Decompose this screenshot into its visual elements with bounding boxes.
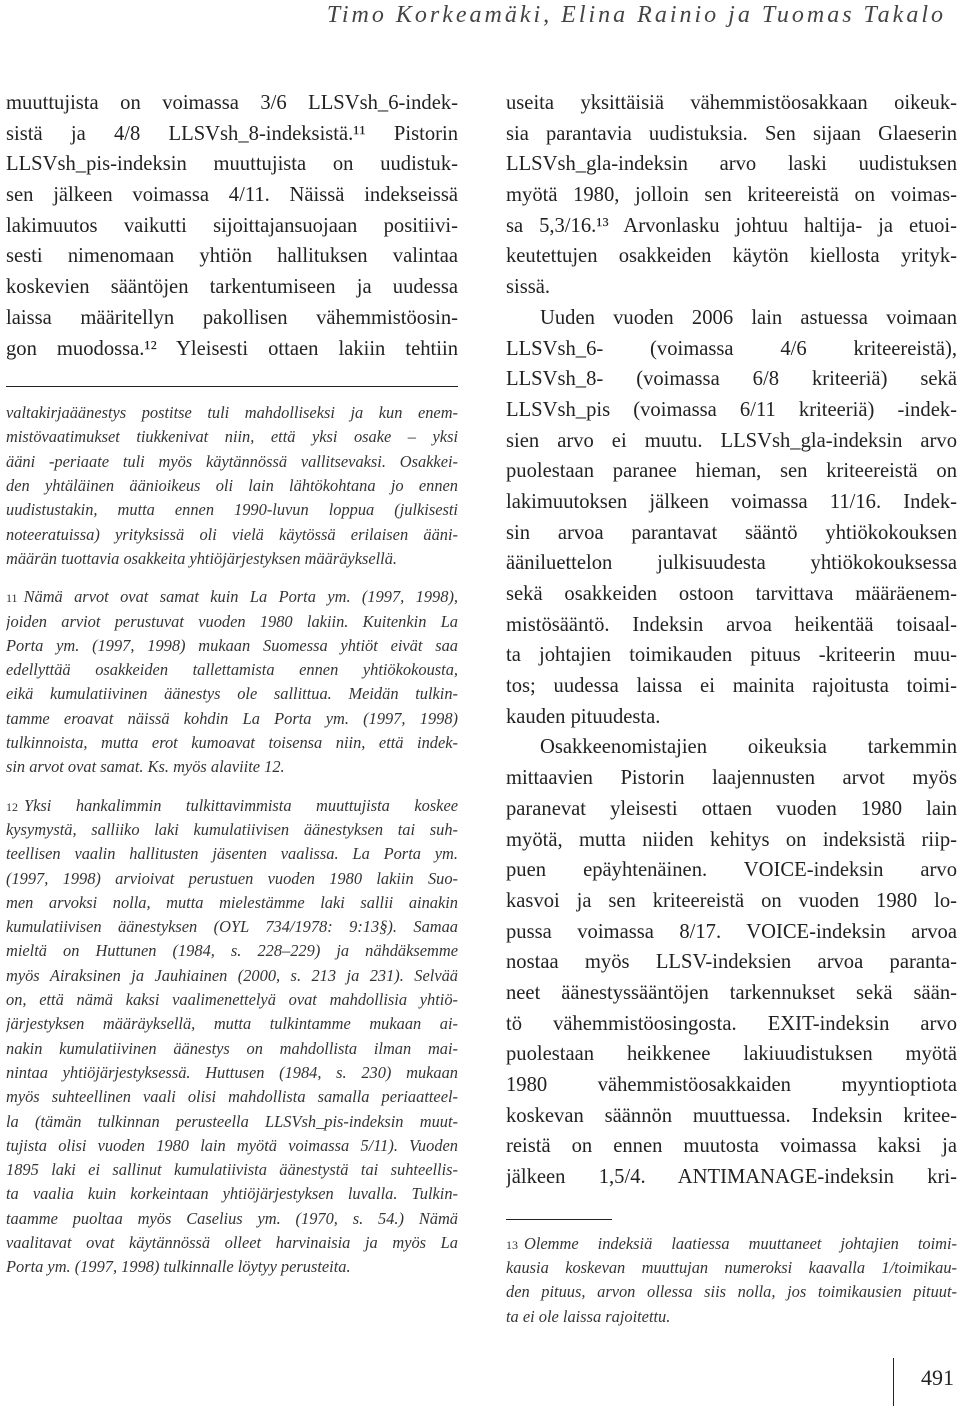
body-line: sia parantavia uudistuksia. Sen sijaan Glaeserin	[506, 122, 957, 145]
footnote-line: den yhtäläinen äänioikeus oli lain lähtökohtana jo ennen	[6, 476, 458, 496]
body-line: useita yksittäisiä vähemmistöosakkaan oikeuk-	[506, 92, 957, 114]
footnote-line: nintaa yhtiöjärjestyksessä. Huttusen (1984, s. 230) mukaan	[6, 1062, 458, 1082]
footnote-separator	[6, 386, 458, 387]
body-line: koskevan säännön muuttuessa. Indeksin kritee-	[506, 1104, 957, 1127]
footnote-line: Olemme indeksiä laatiessa muuttaneet johtajien toimi-	[524, 1233, 957, 1253]
footnote-line: (1997, 1998) arvioivat perustuen vuoden 1980 lakiin Suo-	[6, 868, 458, 888]
footnote-line: sin arvot ovat samat. Ks. myös alaviite 12.	[6, 757, 285, 777]
right-column	[506, 88, 957, 1343]
footnote-line: tujista olisi vuoden 1980 lain myötä voimassa 5/11). Vuoden	[6, 1135, 458, 1155]
footnote-13	[506, 1232, 957, 1329]
body-line: nostaa myös LLSV-indeksien arvoa paranta-	[506, 951, 957, 974]
footnote-line: noteeratuissa) yrityksissä oli vielä käytössä erilaisen ääni-	[6, 524, 458, 544]
body-line: myötä, mutta niiden kehitys on indeksistä riip-	[506, 828, 957, 851]
footnote-number: 13	[506, 1237, 518, 1252]
body-line: laissa määritellyn pakollisen vähemmistöosin-	[6, 306, 458, 329]
footnote-line: Porta ym. (1997, 1998) mukaan Suomessa yhtiöt eivät saa	[6, 635, 458, 655]
body-text	[6, 88, 458, 364]
body-line: Uuden vuoden 2006 lain astuessa voimaan	[540, 306, 957, 329]
footnote-number: 12	[6, 799, 18, 814]
body-line: LLSVsh_gla-indeksin arvo laski uudistuksen	[506, 153, 957, 176]
footnote-line: kumulatiivisen äänestyksen (OYL 734/1978: 9:13§). Samaa	[6, 917, 458, 937]
footnote-continuation	[6, 401, 458, 571]
footnote-number: 11	[6, 591, 18, 606]
body-line: 1980 vähemmistöosakkaiden myyntioptiota	[506, 1074, 957, 1096]
footnote-11	[6, 585, 458, 779]
body-line: mittaavien Pistorin laajennusten arvot myös	[506, 767, 957, 790]
footnote-line: myös Airaksinen ja Jauhiainen (2000, s. 213 ja 231). Selvää	[6, 965, 458, 985]
footnote-separator	[506, 1219, 612, 1220]
body-line: LLSVsh_8- (voimassa 6/8 kriteeriä) sekä	[506, 368, 957, 391]
footnote-line: la (tämän tulkinnan perusteella LLSVsh_pis-indeksin muut-	[6, 1111, 458, 1131]
page-number: 491	[921, 1365, 954, 1390]
body-line: lakimuutoksen jälkeen voimassa 11/16. Indek-	[506, 490, 957, 513]
footnote-line: ääni -periaate tuli myös käytännössä vallitsevaksi. Osakkei-	[6, 451, 458, 471]
footnote-line: men arvoksi nolla, mutta mielestämme laki sallii ainakin	[6, 892, 458, 912]
footnote-line: joiden arviot perustuvat vuoden 1980 lakiin. Kuitenkin La	[6, 611, 458, 631]
body-line: muuttujista on voimassa 3/6 LLSVsh_6-indek-	[6, 92, 458, 114]
body-line: puolestaan paranee hieman, sen kriteereistä on	[506, 460, 957, 483]
body-line: neet äänestyssääntöjen tarkennukset sekä sään-	[506, 981, 957, 1004]
left-column	[6, 88, 458, 1294]
body-line: sa 5,3/16.¹³ Arvonlasku johtuu haltija- ja etuoi-	[506, 214, 957, 237]
footnote-line: mieltä on Huttunen (1984, s. 228–229) ja nähdäksemme	[6, 941, 458, 961]
footnote-line: teellisen vaalin hallitusten jäsenten vaalissa. La Porta ym.	[6, 844, 458, 864]
body-line: pussa voimassa 8/17. VOICE-indeksin arvoa	[506, 920, 957, 943]
body-line: myötä 1980, jolloin sen kriteereistä on voimas-	[506, 184, 957, 207]
footnote-line: Yksi hankalimmin tulkittavimmista muuttujista koskee	[24, 795, 458, 815]
footnote-line: den pituus, arvon ollessa siis nolla, jos toimikausien pituut-	[506, 1282, 957, 1302]
footnote-line: valtakirjaäänestys postitse tuli mahdolliseksi ja kun enem-	[6, 403, 458, 423]
body-line: puen epäyhtenäinen. VOICE-indeksin arvo	[506, 859, 957, 882]
running-head: Timo Korkeamäki, Elina Rainio ja Tuomas Takalo	[326, 2, 946, 28]
footnote-line: Porta ym. (1997, 1998) tulkinnalle löytyy perusteita.	[6, 1257, 351, 1277]
footnote-line: uudistustakin, mutta ennen 1990-luvun loppua (julkisesti	[6, 500, 458, 520]
body-line: kauden pituudesta.	[506, 705, 661, 728]
footnote-line: eikä kumulatiivinen äänestys ole sallittua. Meidän tulkin-	[6, 684, 458, 704]
footnote-line: tamme eroavat näissä kohdin La Porta ym. (1997, 1998)	[6, 708, 458, 728]
body-line: sen jälkeen voimassa 4/11. Näissä indekseissä	[6, 184, 458, 207]
footnote-line: myös suhteellinen vaali olisi mahdollista samalla periaatteel-	[6, 1087, 458, 1107]
body-line: tö vähemmistöosingosta. EXIT-indeksin arvo	[506, 1012, 957, 1035]
body-line: LLSVsh_6- (voimassa 4/6 kriteereistä),	[506, 337, 957, 360]
body-line: sien arvo ei muutu. LLSVsh_gla-indeksin arvo	[506, 429, 957, 452]
page-number-rule	[893, 1358, 894, 1406]
body-line: sin arvoa parantavat sääntö yhtiökokouksen	[506, 521, 957, 544]
body-line: kasvoi ja sen kriteereistä on vuoden 1980 lo-	[506, 889, 957, 912]
footnote-line: mistövaatimukset tiukkenivat niin, että yksi osake – yksi	[6, 427, 458, 447]
footnote-line: vaalitavat ovat käytännössä olleet harvinaisia ja myös La	[6, 1232, 458, 1252]
body-text	[506, 88, 957, 1193]
body-line: Osakkeenomistajien oikeuksia tarkemmin	[540, 736, 957, 759]
footnote-line: edellyttää osakkeiden tallettamista ennen yhtiökokousta,	[6, 660, 458, 680]
footnote-12	[6, 794, 458, 1280]
body-line: reistä on ennen muutosta voimassa kaksi ja	[506, 1135, 957, 1158]
footnote-line: kysymystä, salliiko laki kumulatiivisen äänestyksen tai suh-	[6, 819, 458, 839]
body-line: mistösääntö. Indeksin arvoa heikentää toisaal-	[506, 613, 957, 636]
footnote-line: Nämä arvot ovat samat kuin La Porta ym. (1997, 1998),	[23, 587, 458, 607]
body-line: sistä ja 4/8 LLSVsh_8-indeksistä.¹¹ Pistorin	[6, 122, 458, 145]
body-line: ta johtajien toimikauden pituus -kriteerin muu-	[506, 644, 957, 667]
body-line: puolestaan heikkenee lakiuudistuksen myötä	[506, 1043, 957, 1066]
body-line: ääniluettelon julkisuudesta yhtiökokouksessa	[506, 552, 957, 575]
footnote-line: on, että nämä kaksi vaalimenettelyä ovat mahdollisia yhtiö-	[6, 990, 458, 1010]
body-line: sesti nimenomaan yhtiön hallituksen valintaa	[6, 245, 458, 268]
footnote-line: ta vaalia kuin korkeintaan yhtiöjärjestyksen luvalla. Tulkin-	[6, 1184, 458, 1204]
footnote-line: 1895 laki ei sallinut kumulatiivista äänestystä tai suhteellis-	[6, 1160, 458, 1180]
body-line: jälkeen 1,5/4. ANTIMANAGE-indeksin kri-	[506, 1166, 957, 1189]
body-line: LLSVsh_pis (voimassa 6/11 kriteeriä) -indek-	[506, 398, 957, 421]
body-line: LLSVsh_pis-indeksin muuttujista on uudistuk-	[6, 153, 458, 176]
body-line: gon muodossa.¹² Yleisesti ottaen lakiin tehtiin	[6, 337, 458, 360]
body-line: sissä.	[506, 276, 551, 299]
footnote-line: ta ei ole laissa rajoitettu.	[506, 1306, 671, 1326]
body-line: koskevien sääntöjen tarkentumiseen ja uudessa	[6, 276, 458, 299]
body-line: tos; uudessa laissa ei mainita rajoitusta toimi-	[506, 675, 957, 698]
footnote-line: tulkinnoista, mutta erot kumoavat toisensa niin, että indek-	[6, 733, 458, 753]
footnote-line: nakin kumulatiivinen äänestys on mahdollista ilman mai-	[6, 1038, 458, 1058]
body-line: sekä osakkeiden ostoon tarvittava määräenem-	[506, 583, 957, 605]
footnote-line: järjestyksen määräyksellä, mutta tulkintamme mukaan ai-	[6, 1014, 458, 1034]
footnote-line: määrän tuottavia osakkeita yhtiöjärjestyksen määräyksellä.	[6, 548, 398, 568]
footnote-line: kausia koskevan muuttujan numeroksi kaavalla 1/toimikau-	[506, 1258, 957, 1278]
body-line: keutettujen osakkeiden käytön kiellosta yrityk-	[506, 245, 957, 268]
footnote-line: taamme puoltaa myös Caselius ym. (1970, s. 54.) Nämä	[6, 1208, 458, 1228]
body-line: lakimuutos vaikutti sijoittajansuojaan positiivi-	[6, 214, 458, 237]
body-line: paranevat yleisesti ottaen vuoden 1980 lain	[506, 797, 957, 820]
